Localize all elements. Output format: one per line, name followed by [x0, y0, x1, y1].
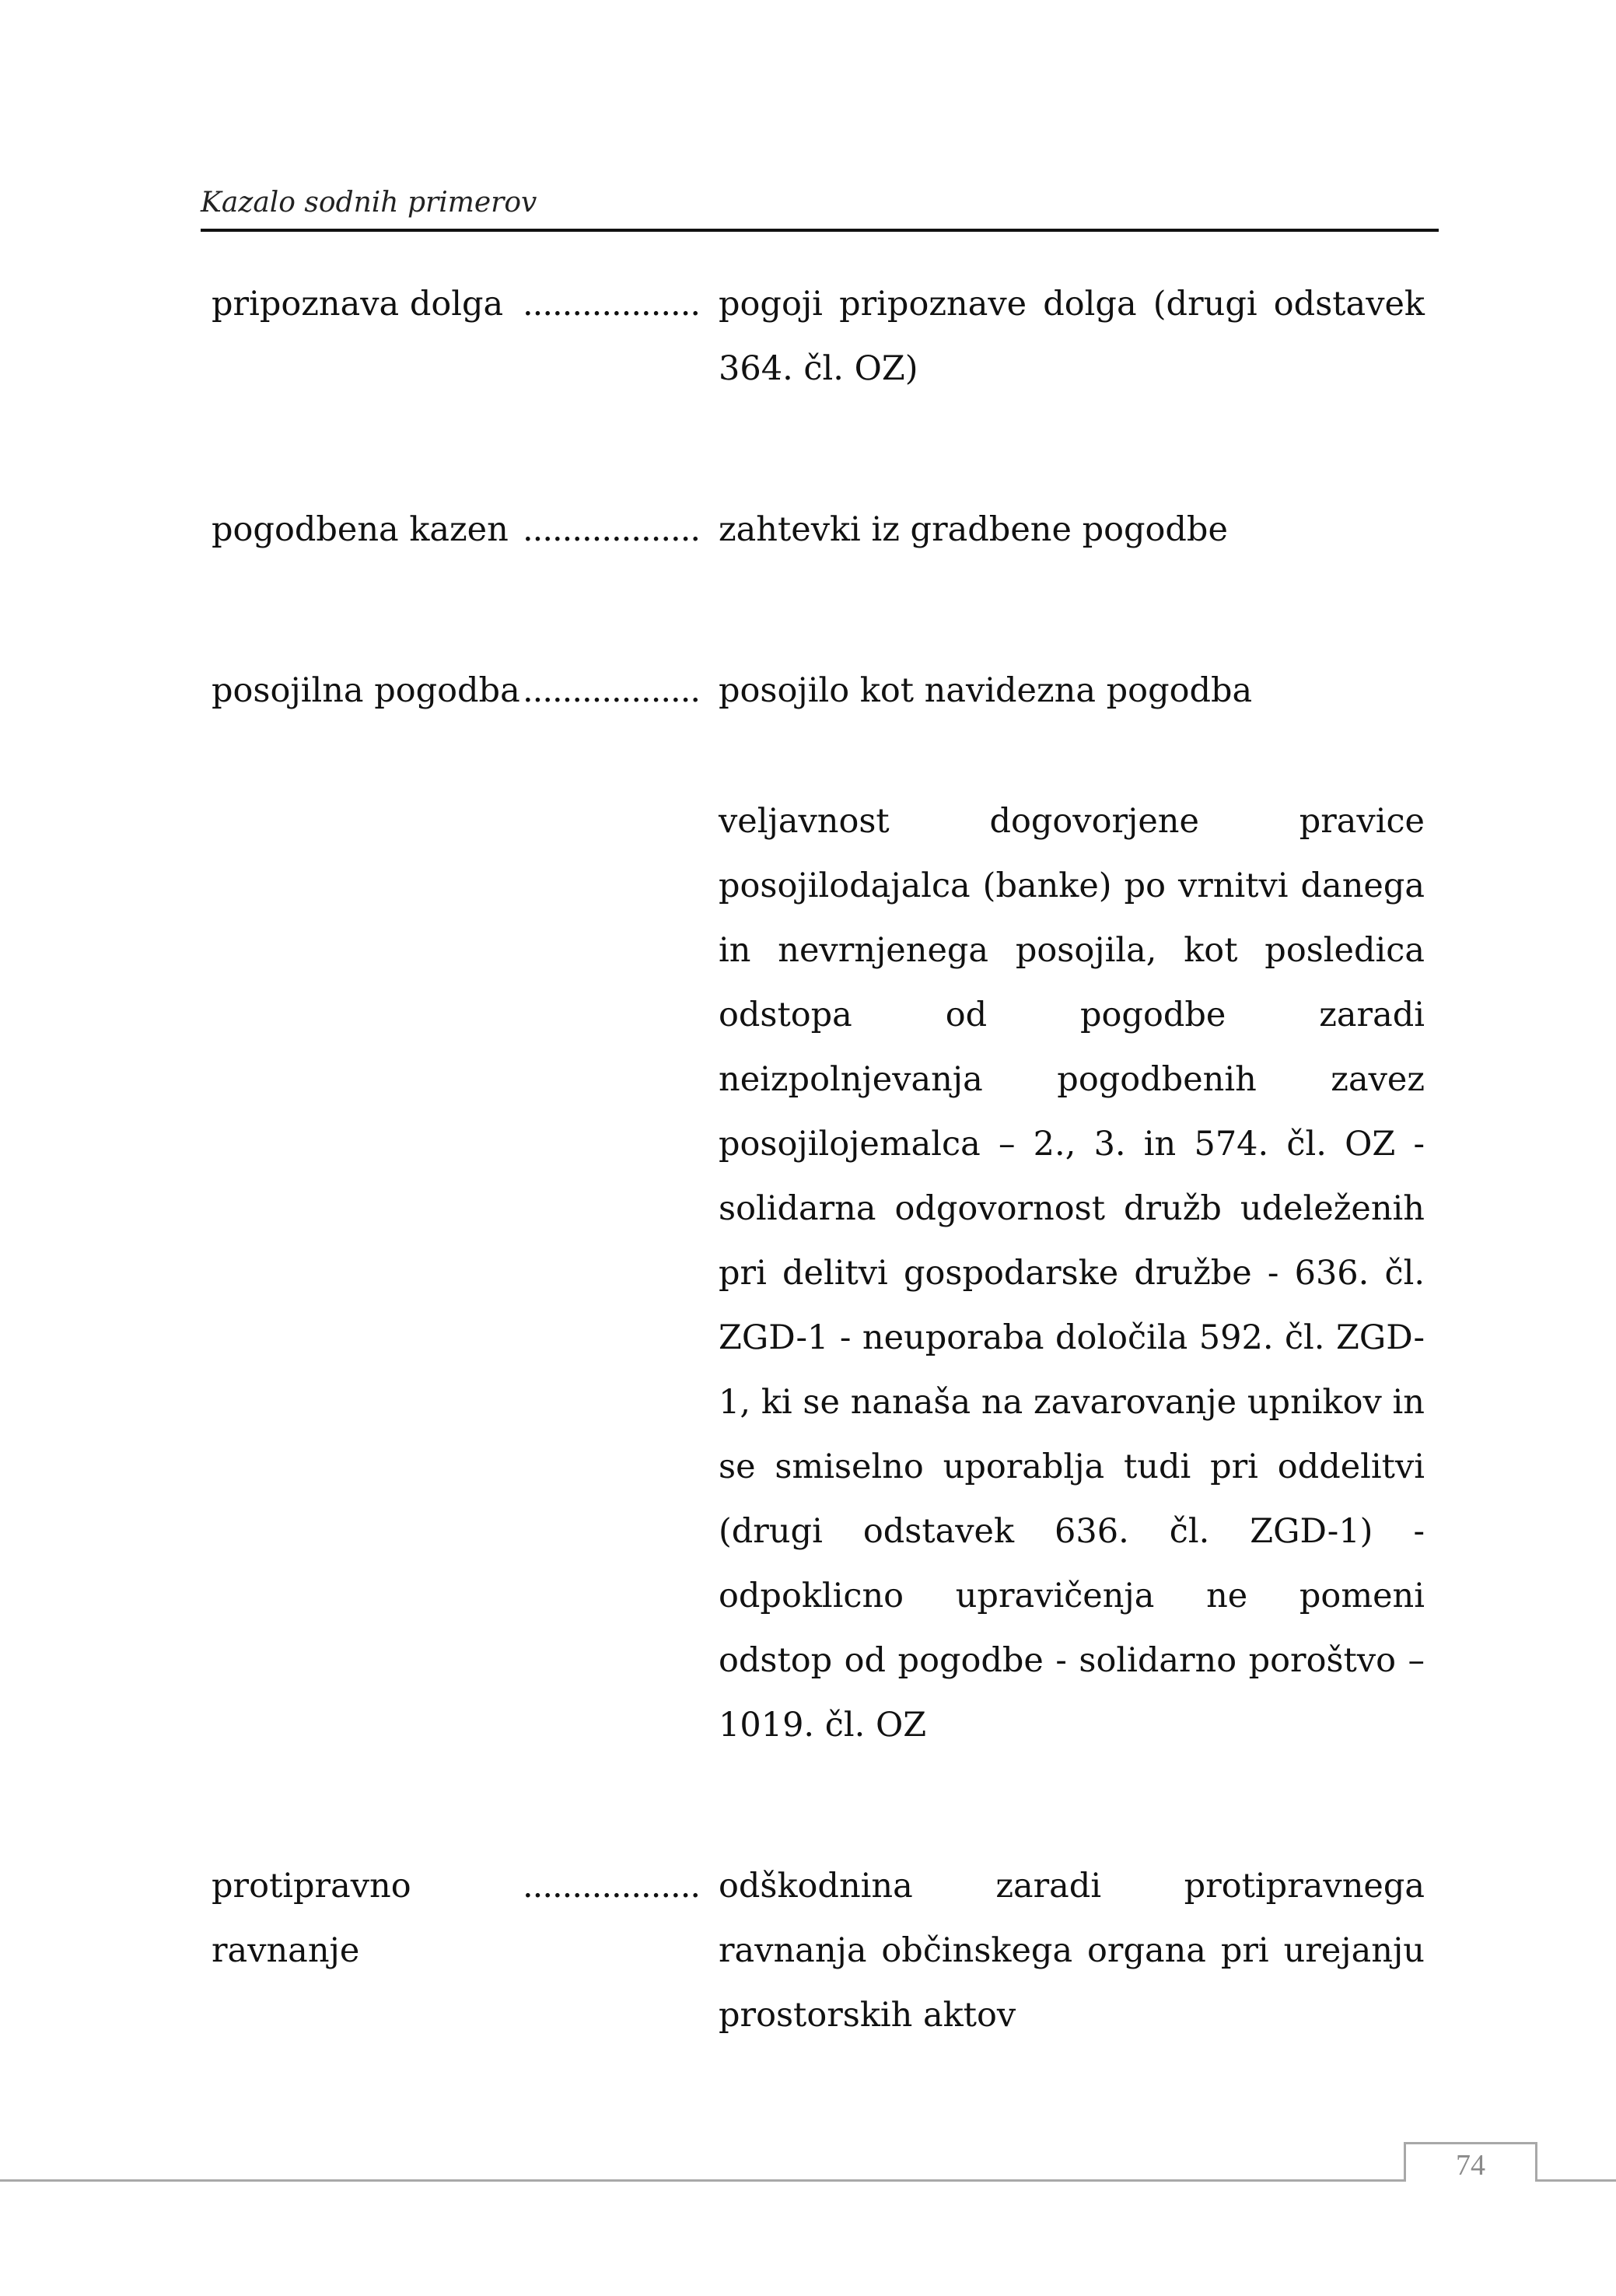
index-entry	[212, 1854, 1425, 2048]
entry-definitions	[719, 272, 1425, 401]
entry-leader-dots: ..................	[523, 671, 701, 710]
index-entries	[212, 272, 1425, 2048]
index-entry	[212, 498, 1425, 562]
entry-definition: pogoji pripoznave dolga (drugi odstavek 364. čl. OZ)	[719, 285, 1425, 388]
entry-definition: zahtevki iz gradbene pogodbe	[719, 510, 1228, 549]
running-header	[201, 179, 1439, 232]
header-title: Kazalo sodnih primerov	[201, 187, 537, 219]
index-entry-continuation	[212, 789, 1425, 1758]
entry-definition: veljavnost dogovorjene pravice posojilodajalca (banke) po vrnitvi danega in nevrnjenega posojila, kot posledica odstopa od pogodbe zaradi neizpolnjevanja pogodbenih zavez posojilojemalca – 2., 3. in 574. čl. OZ - solidarna odgovornost družb udeleženih pri delitvi gospodarske družbe - 636. čl. ZGD-1 - neuporaba določila 592. čl. ZGD-1, ki se nanaša na zavarovanje upnikov in se smiselno uporablja tudi pri oddelitvi (drugi odstavek 636. čl. ZGD-1) - odpoklicno upravičenja ne pomeni odstop od pogodbe - solidarno poroštvo – 1019. čl. OZ	[719, 802, 1425, 1745]
entry-definitions	[719, 498, 1425, 562]
entry-term: pogodbena kazen	[212, 510, 509, 549]
footer-rule	[0, 2179, 1616, 2182]
index-entry	[212, 272, 1425, 401]
entry-definition: odškodnina zaradi protipravnega ravnanja občinskega organa pri urejanju prostorskih aktov	[719, 1867, 1425, 2035]
entry-leader-dots: ..................	[523, 285, 701, 324]
index-entry	[212, 659, 1425, 723]
page-number-box	[1404, 2142, 1537, 2182]
entry-leader-dots: ..................	[523, 510, 701, 549]
entry-term: pripoznava dolga	[212, 285, 504, 324]
entry-definition: posojilo kot navidezna pogodba	[719, 671, 1253, 710]
entry-definitions	[719, 1854, 1425, 2048]
entry-term: protipravno ravnanje	[212, 1867, 411, 1970]
entry-definitions	[719, 659, 1425, 723]
page-number: 74	[1456, 2149, 1485, 2182]
entry-term: posojilna pogodba	[212, 671, 520, 710]
entry-leader-dots: ..................	[523, 1867, 701, 1906]
entry-definitions	[719, 789, 1425, 1758]
